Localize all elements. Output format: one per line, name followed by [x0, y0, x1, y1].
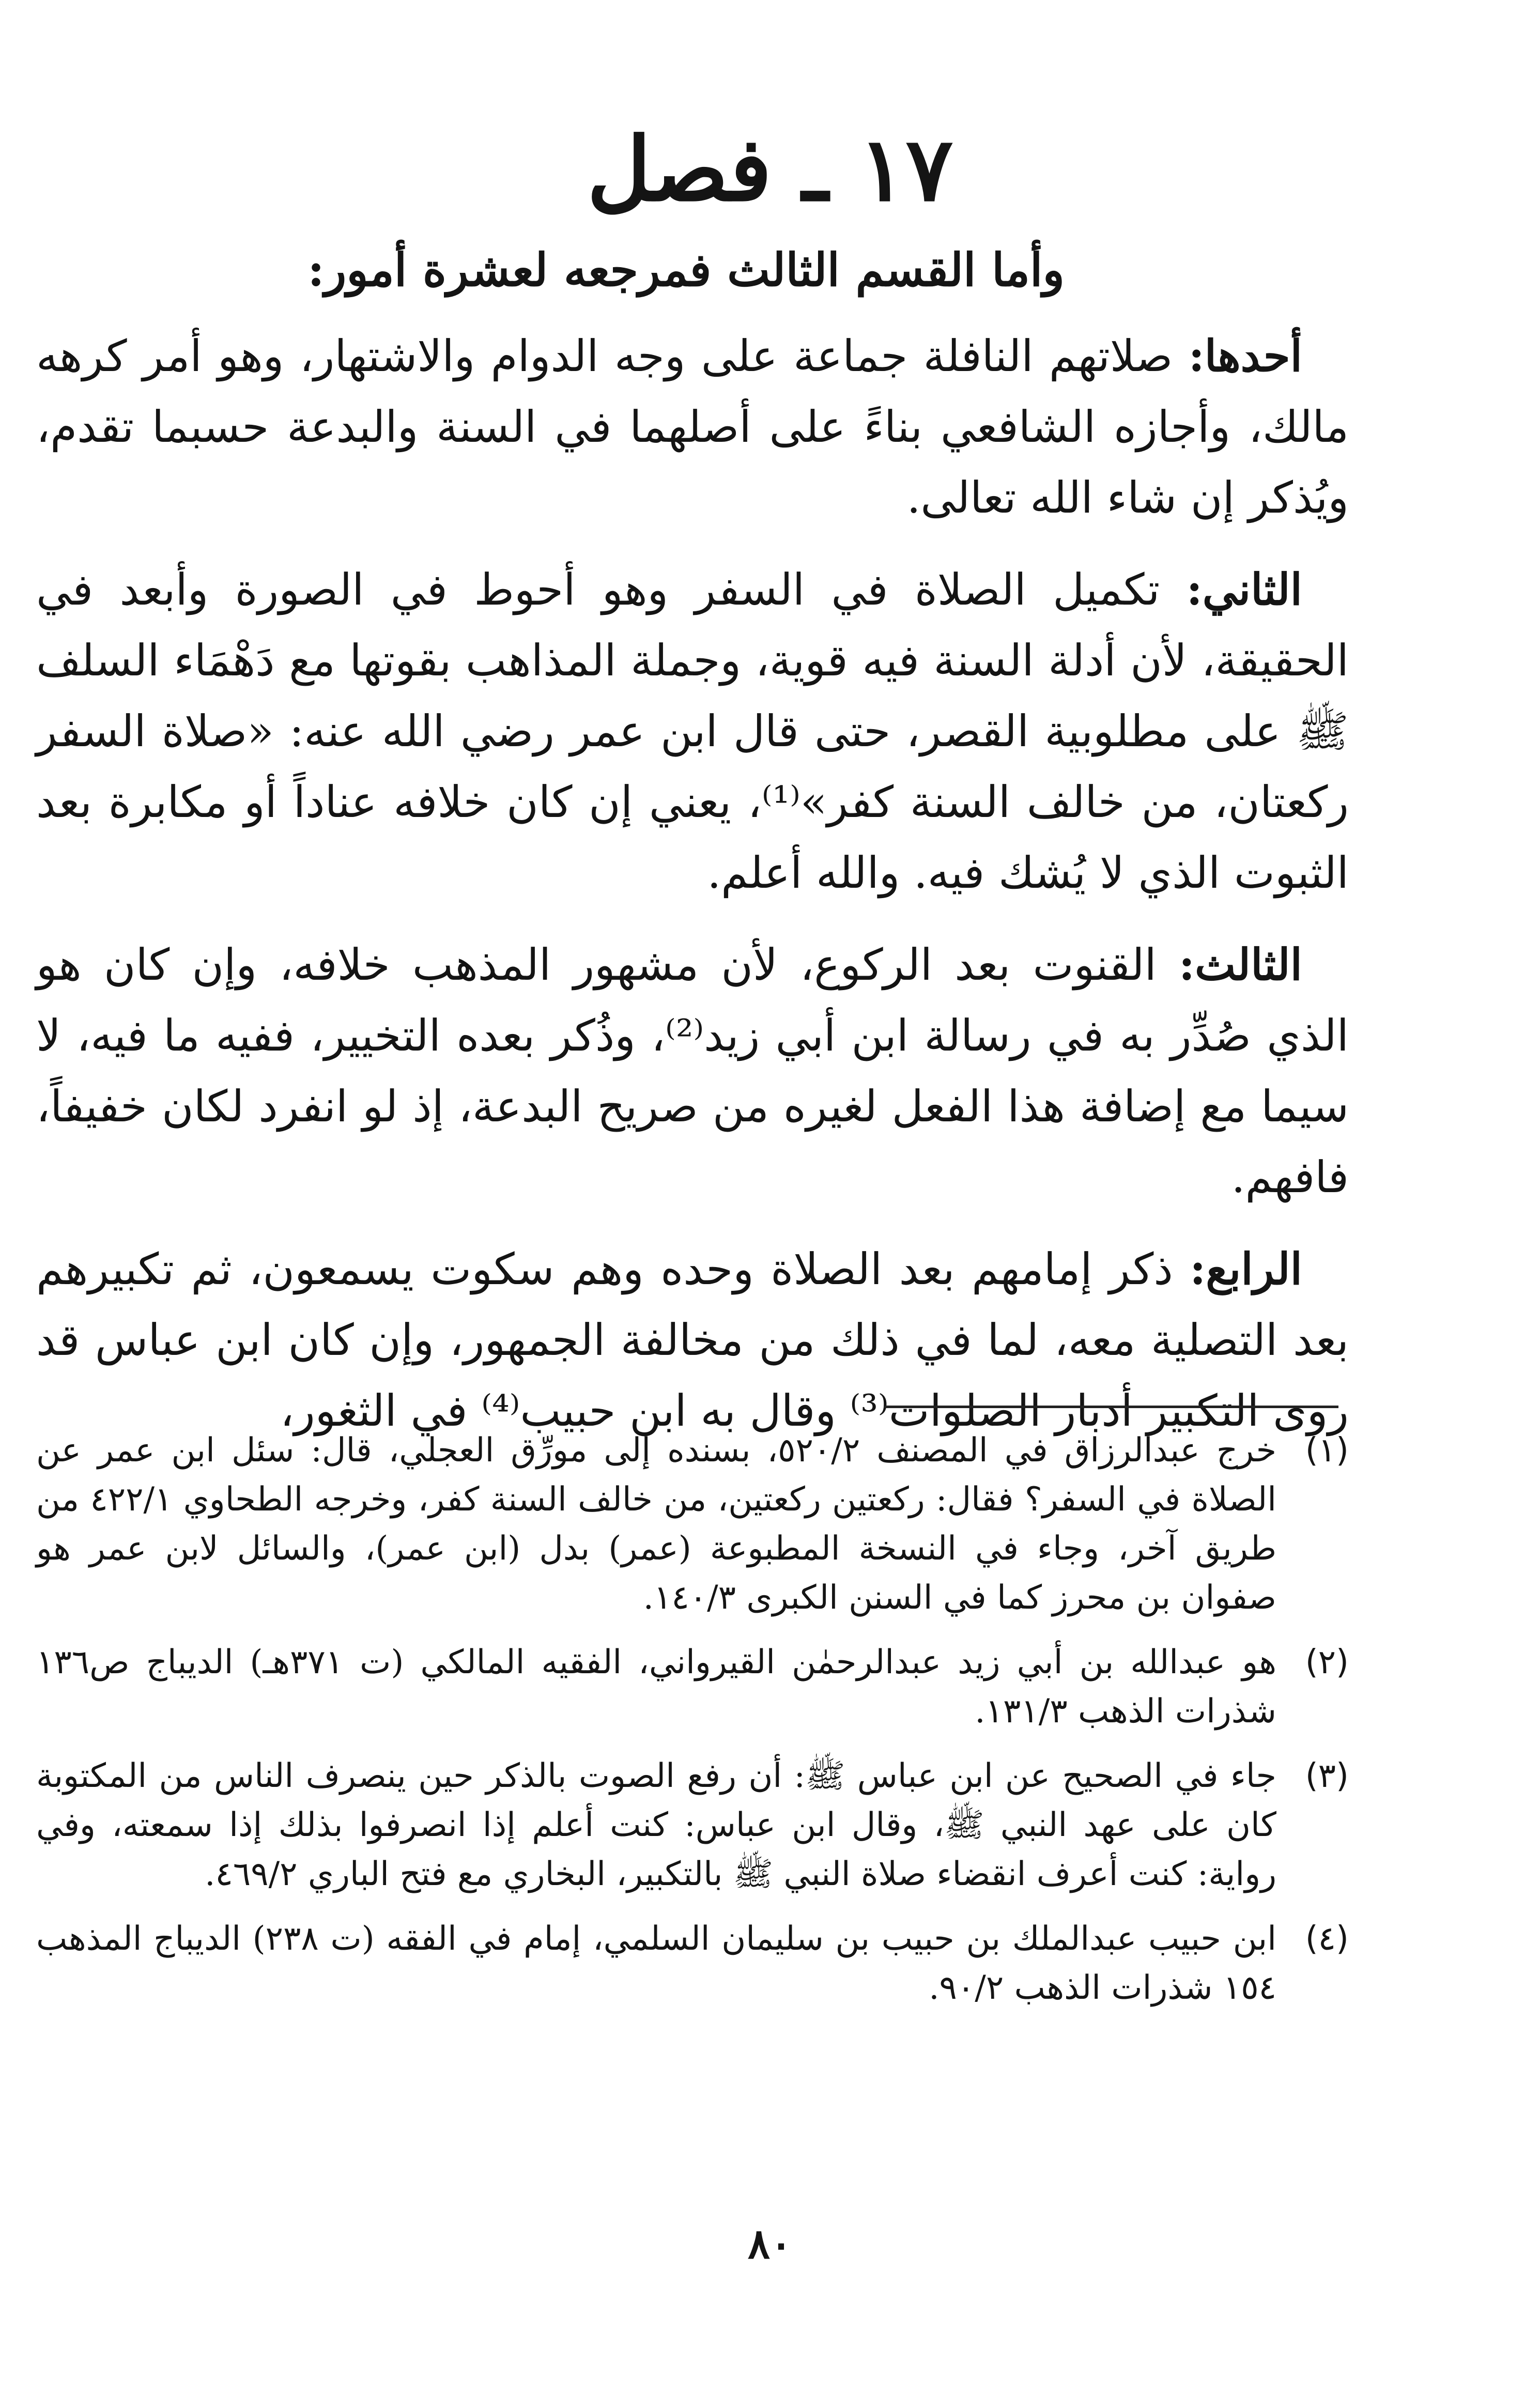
footnote-number: (٢) — [1305, 1643, 1349, 1681]
footnote-divider — [884, 1406, 1338, 1408]
footnote-text: خرج عبدالرزاق في المصنف ٥٢٠/٢، بسنده إلى مورِّق العجلي، قال: سئل ابن عمر عن الصلاة في السفر؟ فقال: ركعتين ركعتين، من خالف السنة كفر، وخرجه الطحاوي ٤٢٢/١ من طريق آخر، وجاء في النسخة المطبوعة (عمر) بدل (ابن عمر)، والسائل لابن عمر هو صفوان بن محرز كما في السنن الكبرى ١٤٠/٣. — [36, 1431, 1277, 1617]
paragraph-text: ذكر إمامهم بعد الصلاة وحده وهم سكوت يسمعون، ثم تكبيرهم بعد التصلية معه، لما في ذلك من مخالفة الجمهور، وإن كان ابن عباس قد روى التكبير أدبار الصلوات⁽³⁾ وقال به ابن حبيب⁽⁴⁾ في الثغور، — [36, 1244, 1349, 1436]
paragraph-lead: الرابع: — [1190, 1243, 1302, 1294]
page-number: ٨٠ — [748, 2219, 792, 2268]
footnote-number: (١) — [1305, 1431, 1349, 1470]
footnote-text: ابن حبيب عبدالملك بن حبيب بن سليمان السلمي، إمام في الفقه (ت ٢٣٨) الديباج المذهب ١٥٤ شذرات الذهب ٩٠/٢. — [36, 1920, 1277, 2007]
paragraph-lead: الثاني: — [1186, 564, 1302, 615]
footnote-number: (٤) — [1305, 1920, 1349, 1958]
paragraph-third — [36, 929, 1349, 1213]
section-title: ١٧ ـ فصل — [587, 118, 953, 221]
paragraph-first — [36, 320, 1349, 533]
footnote-text: هو عبدالله بن أبي زيد عبدالرحمٰن القيرواني، الفقيه المالكي (ت ٣٧١هـ) الديباج ص١٣٦ شذرات الذهب ١٣١/٣. — [36, 1643, 1276, 1731]
footnote-number: (٣) — [1305, 1757, 1349, 1795]
paragraph-text: القنوت بعد الركوع، لأن مشهور المذهب خلافه، وإن كان هو الذي صُدِّر به في رسالة ابن أبي زيد⁽²⁾، وذُكر بعده التخيير، ففيه ما فيه، لا سيما مع إضافة هذا الفعل لغيره من صريح البدعة، إذ لو انفرد لكان خفيفاً، فافهم. — [36, 939, 1349, 1202]
paragraph-second — [36, 554, 1349, 908]
paragraph-text: صلاتهم النافلة جماعة على وجه الدوام والاشتهار، وهو أمر كرهه مالك، وأجازه الشافعي بناءً على أصلهما في السنة والبدعة حسبما تقدم، ويُذكر إن شاء الله تعالى. — [36, 331, 1349, 523]
paragraph-text: تكميل الصلاة في السفر وهو أحوط في الصورة وأبعد في الحقيقة، لأن أدلة السنة فيه قوية، وجملة المذاهب بقوتها مع دَهْمَاء السلف ﷺ على مطلوبية القصر، حتى قال ابن عمر رضي الله عنه: «صلاة السفر ركعتان، من خالف السنة كفر»⁽¹⁾، يعني إن كان خلافه عناداً أو مكابرة بعد الثبوت الذي لا يُشك فيه. والله أعلم. — [36, 564, 1349, 898]
paragraph-fourth — [36, 1233, 1349, 1446]
footnote-3 — [36, 1752, 1349, 1899]
section-subtitle: وأما القسم الثالث فمرجعه لعشرة أمور: — [307, 243, 1065, 297]
paragraph-lead: الثالث: — [1179, 939, 1302, 990]
footnote-1 — [36, 1426, 1349, 1623]
paragraph-lead: أحدها: — [1188, 330, 1303, 381]
footnotes — [36, 1426, 1349, 2028]
footnote-text: جاء في الصحيح عن ابن عباس ﷺ: أن رفع الصوت بالذكر حين ينصرف الناس من المكتوبة كان على عهد النبي ﷺ، وقال ابن عباس: كنت أعلم إذا انصرفوا بذلك إذا سمعته، وفي رواية: كنت أعرف انقضاء صلاة النبي ﷺ بالتكبير، البخاري مع فتح الباري ٤٦٩/٢. — [36, 1757, 1277, 1893]
footnote-4 — [36, 1915, 1349, 2013]
main-text — [36, 320, 1349, 1467]
footnote-2 — [36, 1638, 1349, 1736]
